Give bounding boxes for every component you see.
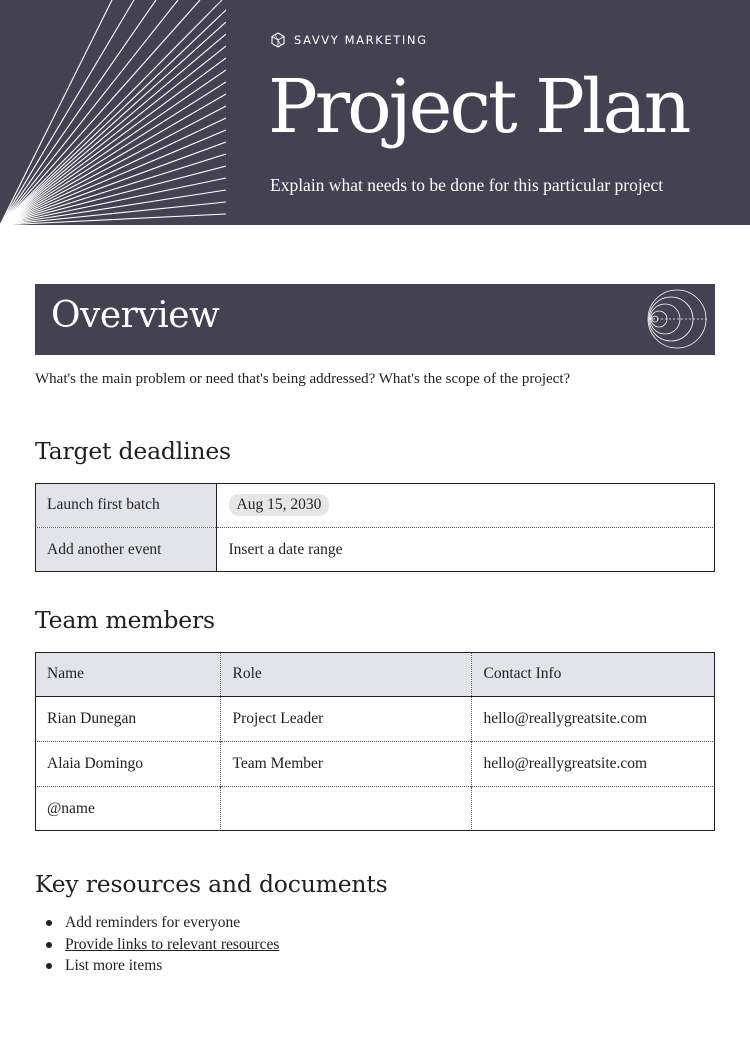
member-contact[interactable]: hello@reallygreatsite.com <box>471 697 715 742</box>
ray-line <box>0 10 226 225</box>
member-name[interactable]: @name <box>35 787 220 832</box>
header-banner <box>0 0 750 225</box>
deadline-value <box>216 483 715 528</box>
ray-line <box>0 0 112 225</box>
table-row <box>35 697 715 742</box>
concentric-circles-icon <box>643 287 711 351</box>
table-row <box>35 483 715 528</box>
date-chip[interactable]: Aug 15, 2030 <box>229 494 330 516</box>
table-header-row <box>35 652 715 697</box>
member-role: Team Member <box>220 742 471 787</box>
ray-line <box>0 46 226 225</box>
brand-name: SAVVY MARKETING <box>294 33 428 47</box>
table-row <box>35 528 715 573</box>
table-row <box>35 787 715 832</box>
bullet-icon <box>46 920 52 926</box>
bullet-icon <box>46 963 52 969</box>
ray-line <box>0 142 226 225</box>
overview-title: Overview <box>51 295 220 336</box>
ray-line <box>0 0 134 225</box>
overview-text: What's the main problem or need that's being addressed? What's the scope of the project? <box>35 371 571 387</box>
ray-line <box>0 0 200 225</box>
resources-title: Key resources and documents <box>35 870 388 898</box>
list-item-text: List more items <box>65 957 163 974</box>
list-item <box>35 912 279 934</box>
ray-line <box>0 58 226 225</box>
overview-banner <box>35 284 715 355</box>
column-header: Name <box>35 652 220 697</box>
bullet-icon <box>46 942 52 948</box>
member-role <box>220 787 471 832</box>
deadlines-table <box>35 483 715 572</box>
ray-line <box>0 118 226 225</box>
radiating-lines-art <box>0 0 226 225</box>
deadline-label: Add another event <box>35 528 216 573</box>
team-table <box>35 652 715 831</box>
deadlines-title: Target deadlines <box>35 437 231 465</box>
list-item-text: Add reminders for everyone <box>65 914 241 931</box>
ray-line <box>0 0 222 225</box>
ray-line <box>0 130 226 225</box>
page-title: Project Plan <box>268 64 689 150</box>
deadline-value[interactable]: Insert a date range <box>216 528 715 573</box>
member-role: Project Leader <box>220 697 471 742</box>
resources-link[interactable]: Provide links to relevant resources <box>65 935 280 953</box>
member-contact[interactable]: hello@reallygreatsite.com <box>471 742 715 787</box>
list-item <box>35 955 279 977</box>
team-title: Team members <box>35 606 215 634</box>
column-header: Contact Info <box>471 652 715 697</box>
brand <box>270 32 428 48</box>
list-item <box>35 934 279 956</box>
ray-line <box>0 154 226 225</box>
member-contact <box>471 787 715 832</box>
page-subtitle: Explain what needs to be done for this particular project <box>270 175 664 195</box>
ray-line <box>0 82 226 225</box>
member-name: Alaia Domingo <box>35 742 220 787</box>
ray-line <box>0 0 178 225</box>
geometric-logo-icon <box>270 32 286 48</box>
table-row <box>35 742 715 787</box>
column-header: Role <box>220 652 471 697</box>
resources-list <box>35 912 279 977</box>
deadline-label: Launch first batch <box>35 483 216 528</box>
member-name: Rian Dunegan <box>35 697 220 742</box>
